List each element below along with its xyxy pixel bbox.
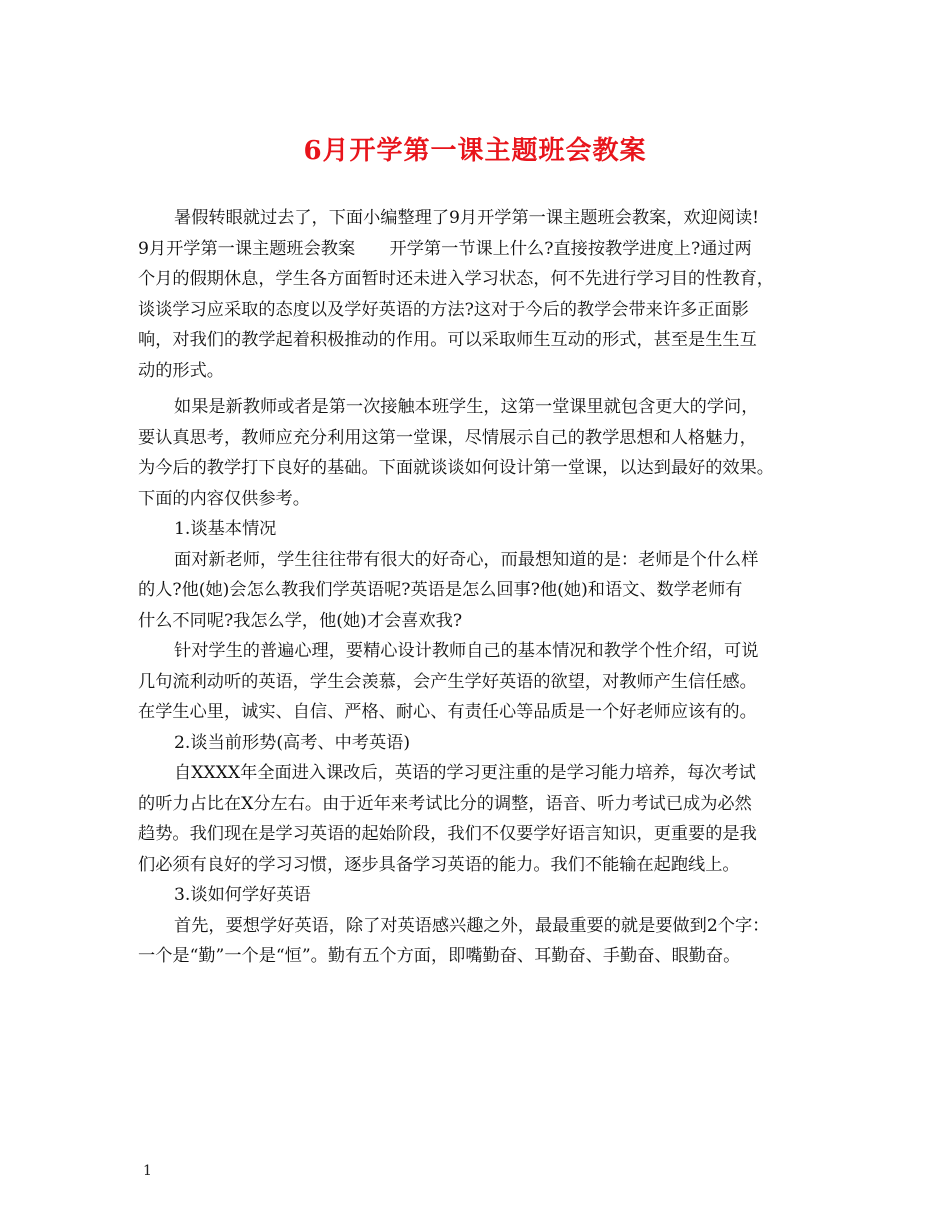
paragraph-line: 们必须有良好的学习习惯，逐步具备学习英语的能力。我们不能输在起跑线上。 — [138, 854, 740, 875]
paragraph-line: 个月的假期休息，学生各方面暂时还未进入学习状态，何不先进行学习目的性教育， — [138, 269, 774, 289]
document-title: 6月开学第一课主题班会教案 — [303, 136, 647, 166]
paragraph-line: 的听力占比在X分左右。由于近年来考试比分的调整，语音、听力考试已成为必然 — [138, 793, 752, 814]
paragraph-line: 响，对我们的教学起着积极推动的作用。可以采取师生互动的形式，甚至是生生互 — [138, 330, 757, 350]
paragraph-line: 首先，要想学好英语，除了对英语感兴趣之外，最最重要的就是要做到2个字： — [174, 915, 770, 936]
paragraph-line: 针对学生的普遍心理，要精心设计教师自己的基本情况和教学个性介绍，可说 — [174, 641, 759, 661]
paragraph-line: 要认真思考，教师应充分利用这第一堂课，尽情展示自己的教学思想和人格魅力， — [138, 427, 757, 448]
paragraph-line: 几句流利动听的英语，学生会羡慕，会产生学好英语的欲望，对教师产生信任感。 — [138, 671, 757, 692]
section-heading: 1.谈基本情况 — [174, 519, 277, 539]
paragraph-line: 一个是“勤”一个是“恒”。勤有五个方面，即嘴勤奋、耳勤奋、手勤奋、眼勤奋。 — [138, 946, 741, 966]
paragraph-line: 在学生心里，诚实、自信、严格、耐心、有责任心等品质是一个好老师应该有的。 — [138, 702, 757, 722]
paragraph-line: 什么不同呢?我怎么学，他(她)才会喜欢我? — [138, 610, 463, 631]
paragraph-line: 为今后的教学打下良好的基础。下面就谈谈如何设计第一堂课，以达到最好的效果。 — [138, 458, 774, 478]
page-number: 1 — [143, 1163, 152, 1179]
paragraph-line: 9月开学第一课主题班会教案 开学第一节课上什么?直接按教学进度上?通过两 — [138, 238, 752, 259]
section-heading: 2.谈当前形势(高考、中考英语) — [174, 732, 411, 753]
document-body — [138, 203, 826, 972]
paragraph-line: 的人?他(她)会怎么教我们学英语呢?英语是怎么回事?他(她)和语文、数学老师有 — [138, 580, 743, 600]
paragraph-line: 趋势。我们现在是学习英语的起始阶段，我们不仅要学好语言知识，更重要的是我 — [138, 824, 757, 844]
paragraph-line: 谈谈学习应采取的态度以及学好英语的方法?这对于今后的教学会带来许多正面影 — [138, 299, 749, 320]
paragraph-line: 下面的内容仅供参考。 — [138, 488, 310, 509]
paragraph-line: 自XXXX年全面进入课改后，英语的学习更注重的是学习能力培养，每次考试 — [174, 763, 756, 783]
paragraph-line: 暑假转眼就过去了，下面小编整理了9月开学第一课主题班会教案，欢迎阅读! — [174, 208, 760, 228]
paragraph-line: 如果是新教师或者是第一次接触本班学生，这第一堂课里就包含更大的学问， — [174, 397, 759, 417]
paragraph-line: 面对新老师，学生往往带有很大的好奇心，而最想知道的是：老师是个什么样 — [174, 549, 759, 570]
section-heading: 3.谈如何学好英语 — [174, 885, 311, 905]
paragraph-line: 动的形式。 — [138, 360, 224, 381]
